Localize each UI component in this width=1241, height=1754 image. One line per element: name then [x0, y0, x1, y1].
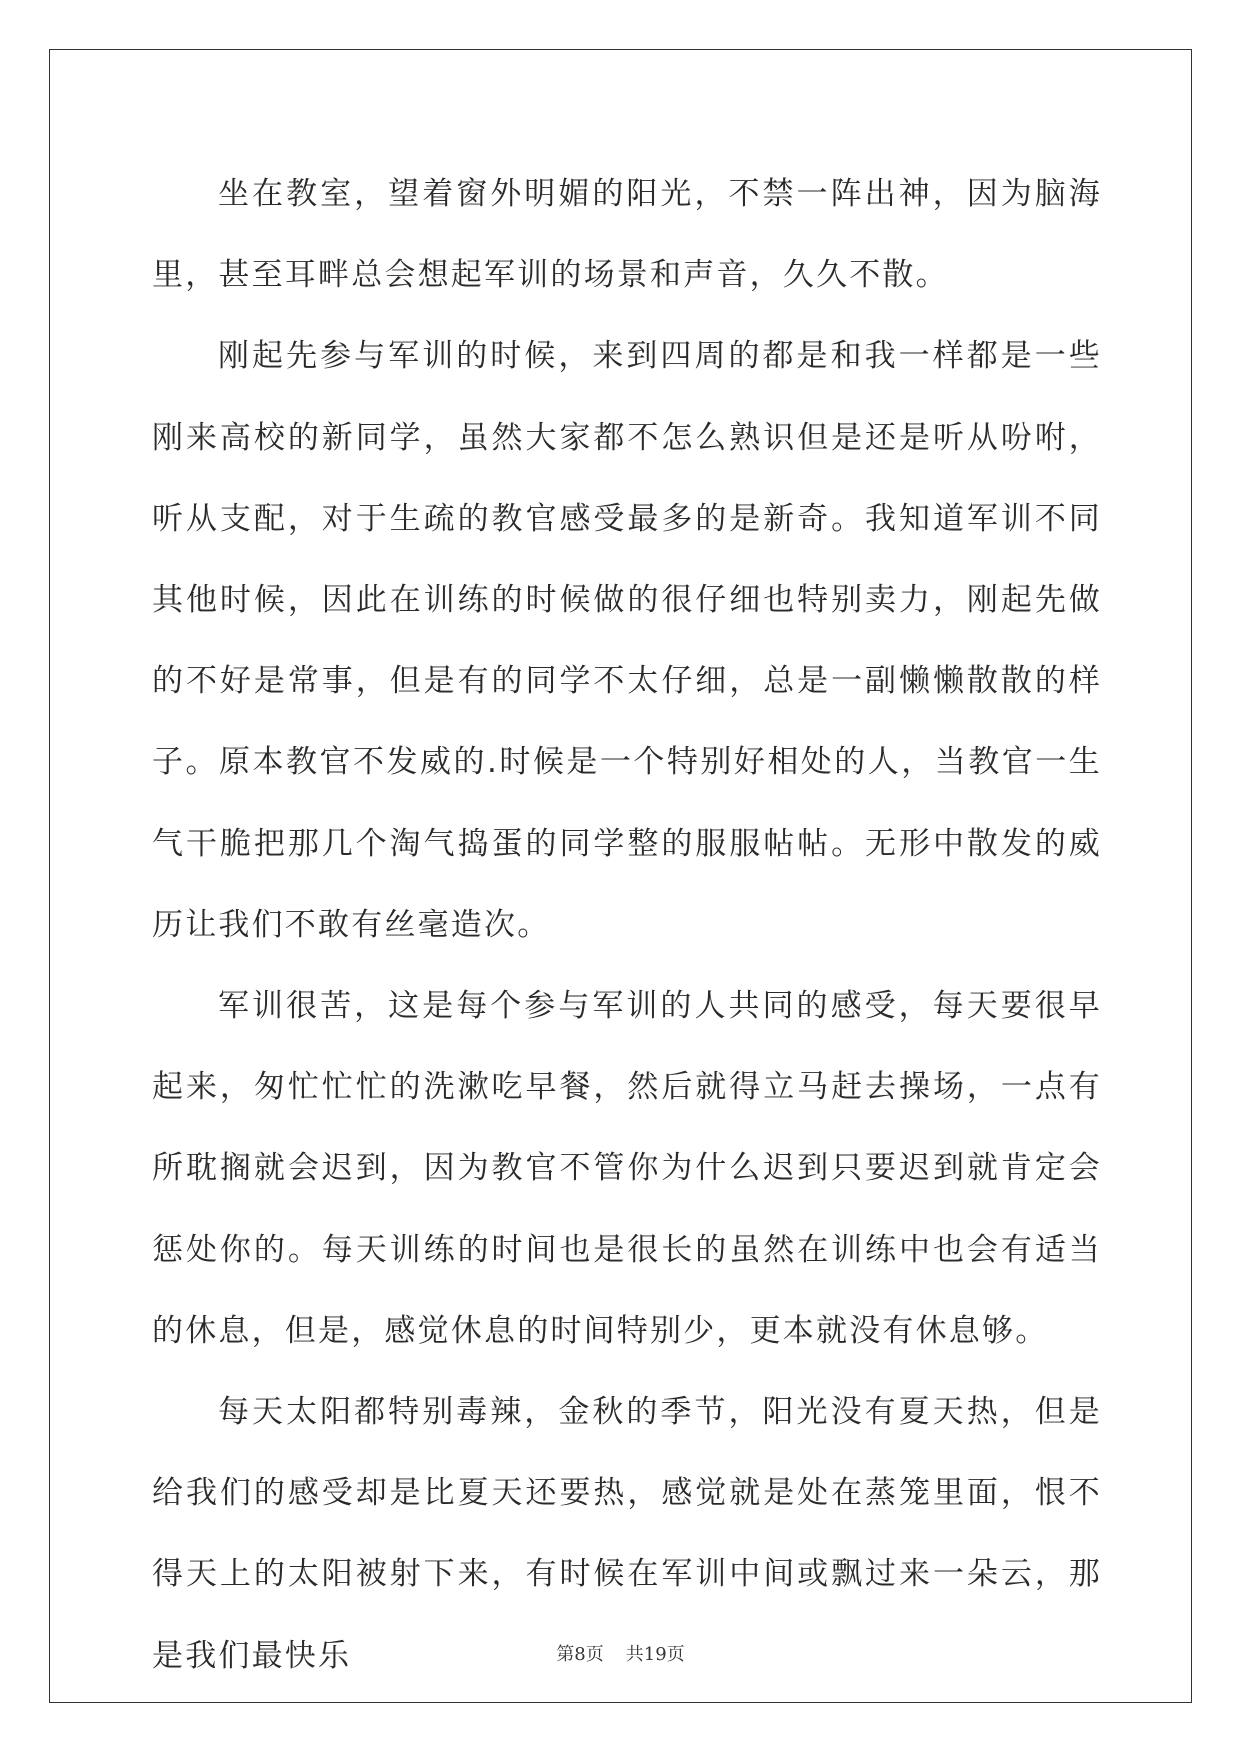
paragraph: 刚起先参与军训的时候，来到四周的都是和我一样都是一些刚来高校的新同学，虽然大家都不怎么熟识但是还是听从吩咐，听从支配，对于生疏的教官感受最多的是新奇。我知道军训不同其他时候，因此在训练的时候做的很仔细也特别卖力，刚起先做的不好是常事，但是有的同学不太仔细，总是一副懒懒散散的样子。原本教官不发威的.时候是一个特别好相处的人，当教官一生气干脆把那几个淘气捣蛋的同学整的服服帖帖。无形中散发的威历让我们不敢有丝毫造次。: [152, 338, 1102, 943]
paragraph: 坐在教室，望着窗外明媚的阳光，不禁一阵出神，因为脑海里，甚至耳畔总会想起军训的场景和声音，久久不散。: [152, 176, 1102, 294]
page-footer: [0, 1640, 1241, 1666]
paragraph: 军训很苦，这是每个参与军训的人共同的感受，每天要很早起来，匆忙忙忙的洗漱吃早餐，然后就得立马赶去操场，一点有所耽搁就会迟到，因为教官不管你为什么迟到只要迟到就肯定会惩处你的。每天训练的时间也是很长的虽然在训练中也会有适当的休息，但是，感觉休息的时间特别少，更本就没有休息够。: [152, 988, 1102, 1349]
current-page-number: 第8页: [556, 1644, 604, 1665]
paragraph: 每天太阳都特别毒辣，金秋的季节，阳光没有夏天热，但是给我们的感受却是比夏天还要热，感觉就是处在蒸笼里面，恨不得天上的太阳被射下来，有时候在军训中间或飘过来一朵云，那是我们最快乐: [152, 1394, 1102, 1674]
total-page-count: 共19页: [625, 1644, 685, 1665]
body-text: [152, 154, 1102, 1697]
